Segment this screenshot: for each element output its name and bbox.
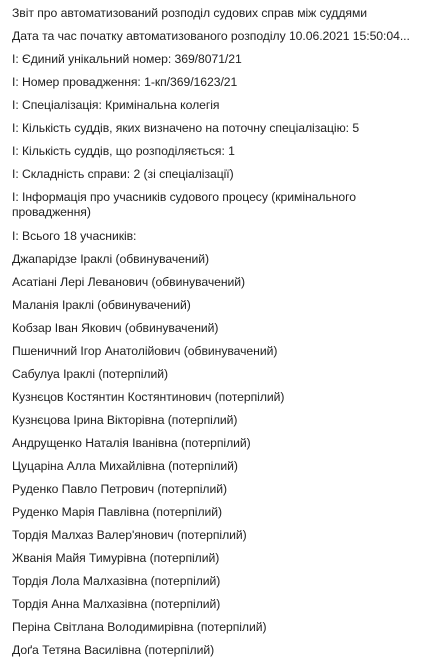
- participants-total: І: Всього 18 учасників:: [12, 229, 137, 243]
- participant-item: Джапарідзе Іраклі (обвинувачений): [12, 252, 210, 266]
- participant-item: Кобзар Іван Якович (обвинувачений): [12, 321, 219, 335]
- case-complexity: І: Складність справи: 2 (зі спеціалізації): [12, 167, 234, 181]
- participant-item: Сабулуа Іраклі (потерпілий): [12, 367, 169, 381]
- participant-item: Тордія Лола Малхазівна (потерпілий): [12, 574, 221, 588]
- participant-item: Кузнєцов Костянтин Костянтинович (потерпілий): [12, 390, 285, 404]
- unique-number: І: Єдиний унікальний номер: 369/8071/21: [12, 52, 242, 66]
- participant-item: Періна Світлана Володимирівна (потерпілий): [12, 620, 267, 634]
- participant-item: Доґа Тетяна Василівна (потерпілий): [12, 643, 215, 657]
- participant-item: Пшеничний Ігор Анатолійович (обвинувачений): [12, 344, 278, 358]
- participant-item: Кузнєцова Ірина Вікторівна (потерпілий): [12, 413, 238, 427]
- participant-item: Цуцаріна Алла Михайлівна (потерпілий): [12, 459, 238, 473]
- participant-item: Тордія Малхаз Валер'янович (потерпілий): [12, 528, 247, 542]
- judges-distributed: І: Кількість суддів, що розподіляється: 1: [12, 144, 235, 158]
- report-datetime: Дата та час початку автоматизованого розподілу 10.06.2021 15:50:04...: [12, 29, 410, 43]
- participants-info: І: Інформація про учасників судового процесу (кримінального провадження): [12, 190, 357, 219]
- judges-for-specialization: І: Кількість суддів, яких визначено на поточну спеціалізацію: 5: [12, 121, 360, 135]
- participant-item: Тордія Анна Малхазівна (потерпілий): [12, 597, 221, 611]
- participant-item: Маланія Іраклі (обвинувачений): [12, 298, 191, 312]
- participant-item: Руденко Павло Петрович (потерпілий): [12, 482, 228, 496]
- participant-item: Андрущенко Наталія Іванівна (потерпілий): [12, 436, 251, 450]
- specialization: І: Спеціалізація: Кримінальна колегія: [12, 98, 220, 112]
- participant-item: Руденко Марія Павлівна (потерпілий): [12, 505, 223, 519]
- participant-item: Жванія Майя Тимурівна (потерпілий): [12, 551, 220, 565]
- participant-item: Асатіані Лері Леванович (обвинувачений): [12, 275, 246, 289]
- proceeding-number: І: Номер провадження: 1-кп/369/1623/21: [12, 75, 238, 89]
- report-title: Звіт про автоматизований розподіл судових справ між суддями: [12, 6, 368, 20]
